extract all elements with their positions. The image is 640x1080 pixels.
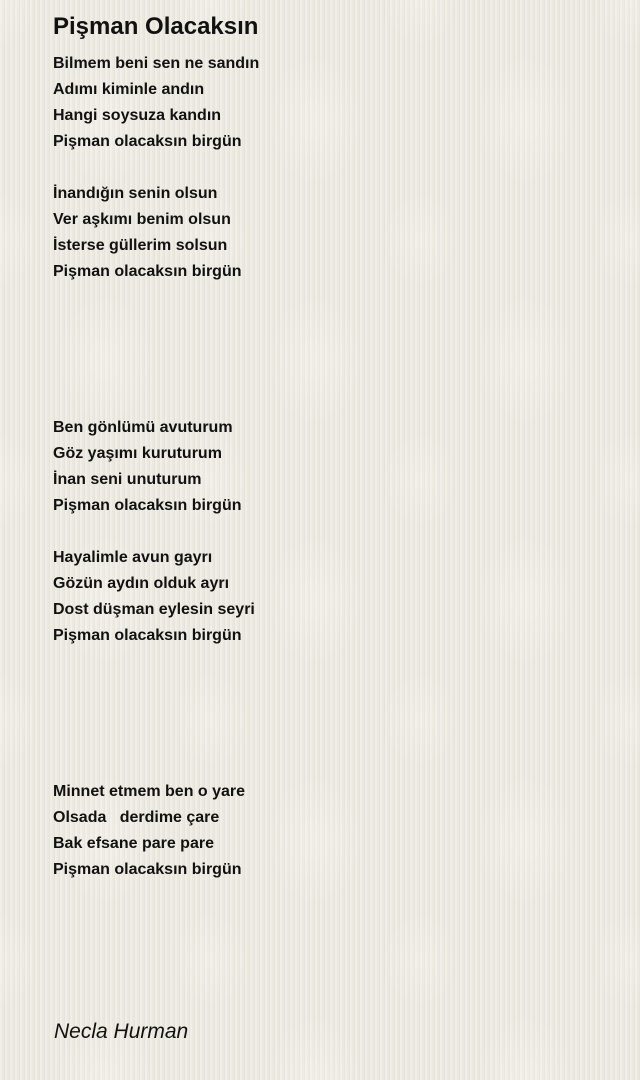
section-spacer [53, 285, 613, 415]
poem-line: İnan seni unuturum [53, 471, 202, 488]
stanza-4 [53, 545, 613, 649]
stanza-spacer [53, 155, 613, 181]
poem-title: Pişman Olacaksın [53, 13, 259, 40]
stanza-spacer [53, 519, 613, 545]
poem-line: Hangi soysuza kandın [53, 107, 222, 124]
poem-line: Bak efsane pare pare [53, 835, 214, 852]
poem-line: Ver aşkımı benim olsun [53, 211, 231, 228]
poem-line: Bilmem beni sen ne sandın [53, 55, 260, 72]
poem-body [53, 51, 613, 883]
poem-line: Pişman olacaksın birgün [53, 497, 242, 514]
poem-line: Minnet etmem ben o yare [53, 783, 246, 800]
poem-line: Gözün aydın olduk ayrı [53, 575, 230, 592]
poem-line: İnandığın senin olsun [53, 185, 218, 202]
poem-line: Olsada derdime çare [53, 809, 220, 826]
poem-line: Pişman olacaksın birgün [53, 627, 242, 644]
section-spacer [53, 649, 613, 779]
poem-line: Hayalimle avun gayrı [53, 549, 213, 566]
poem-line: Adımı kiminle andın [53, 81, 205, 98]
poem-line: Ben gönlümü avuturum [53, 419, 233, 436]
poem-line: İsterse güllerim solsun [53, 237, 228, 254]
poem-line: Pişman olacaksın birgün [53, 133, 242, 150]
poem-line: Pişman olacaksın birgün [53, 861, 242, 878]
stanza-1 [53, 51, 613, 155]
poem-line: Dost düşman eylesin seyri [53, 601, 255, 618]
stanza-5 [53, 779, 613, 883]
poem-author: Necla Hurman [54, 1020, 189, 1043]
stanza-3 [53, 415, 613, 519]
poem-line: Pişman olacaksın birgün [53, 263, 242, 280]
poem-line: Göz yaşımı kuruturum [53, 445, 222, 462]
stanza-2 [53, 181, 613, 285]
